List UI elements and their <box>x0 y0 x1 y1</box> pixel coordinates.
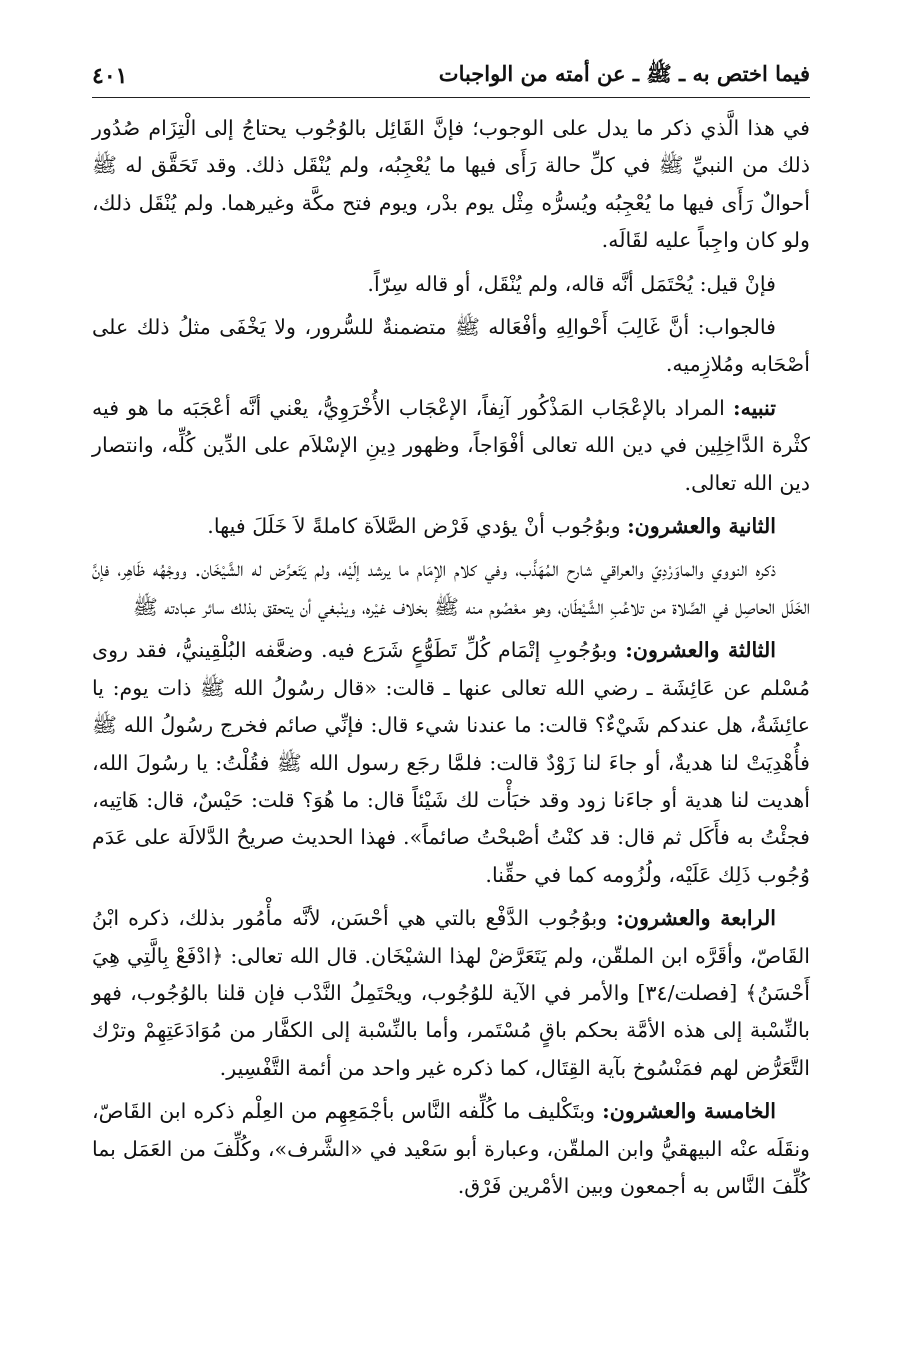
paragraph-text: فالجواب: أنَّ غَالِبَ أَحْوالِهِ وأفْعَاله ﷺ متضمنةٌ للسُّرور، ولا يَخْفَى مثلُ ذلك على أصْحَابه ومُلازِميه. <box>92 315 810 377</box>
paragraph <box>92 390 810 502</box>
paragraph <box>92 632 810 894</box>
paragraph <box>92 900 810 1087</box>
section-term: تنبيه: <box>732 395 776 420</box>
paragraph-text: فإنْ قيل: يُحْتَمَل أنَّه قاله، ولم يُنْقَل، أو قاله سِرّاً. <box>367 271 776 296</box>
paragraph-text: وبوُجُوب الدَّفْع بالتي هي أحْسَن، لأنَّه مأْمُور بذلك، ذكره ابْنُ القَاصّ، وأقَرَّه ابن الملقّن، ولم يَتَعَرَّضْ لهذا الشيْخَان. قال الله تعالى: ﴿ادْفَعْ بِالَّتِي هِيَ أَحْسَنُ﴾ [فصلت/٣٤] والأمر في الآية للوُجُوب، ويحْتَمِلُ النَّدْب فإن قلنا بالوُجُوب، فهو بالنِّسْبة إلى هذه الأمَّة بحكم باقٍ مُسْتَمر، وأما بالنِّسْبة إلى الكفَّار من مُوَادَعَتِهِمْ وترْك التَّعَرُّض لهم فمَنْسُوخ بآية القِتَال، كما ذكره غير واحد من أئمة التَّفْسِير. <box>92 906 811 1080</box>
running-title: فيما اختص به ـ ﷺ ـ عن أمته من الواجبات <box>438 60 810 86</box>
page-body <box>92 110 810 1205</box>
paragraph-text: ذكره النووي والماوَرْدِيّ والعراقي شارح المُهَذَّب، وفي كلام الإمَام ما يرشد إلَيْه، ولم يَتَعرَّض له الشَّيْخَان. ووجْهُه ظَاهِر، فإنَّ الخَلَل الحاصِل في الصَّلاة من تلاعُبِ الشَّيْطَان، وهو معْصُوم منه ﷺ بخلاف غيْره، وينْبغي أن يتحقق بذلك سائر عبادته ﷺ <box>92 557 810 619</box>
running-header <box>92 55 810 98</box>
paragraph <box>92 1093 810 1205</box>
paragraph-text: المراد بالإعْجَاب المَذْكُور آنِفاً، الإعْجَاب الأُخْرَوِيُّ، يعْني أنَّه أعْجَبَه ما هو فيه كثْرة الدَّاخِلِين في دين الله تعالى أفْوَاجاً، وظهور دِينِ الإسْلاَم على الدِّين كُلِّه، وانتصار دين الله تعالى. <box>92 395 810 495</box>
section-term: الثانية والعشرون: <box>627 514 776 539</box>
page-number: ٤٠١ <box>92 63 128 89</box>
section-term: الخامسة والعشرون: <box>602 1099 777 1124</box>
paragraph-text: وبوُجُوب أنْ يؤدي فَرْض الصَّلاَة كاملةً لاَ خَلَلَ فيها. <box>207 514 621 539</box>
paragraph-text: في هذا الَّذي ذكر ما يدل على الوجوب؛ فإنَّ القَائِل بالوُجُوب يحتاجُ إلى الْتِزَام صُدُور ذلك من النبيِّ ﷺ في كلِّ حالة رَأَى فيها ما يُعْجِبُه، ولم يُنْقَل ذلك. وقد تَحَقَّق له ﷺ أحوالٌ رَأَى فيها ما يُعْجِبُه ويُسرُّه مِثْل يوم بدْر، ويوم فتح مكَّة وغيرهما. ولم يُنْقَل ذلك، ولو كان واجِباً عليه لقَالَه. <box>92 116 811 253</box>
paragraph-text: وبوُجُوبِ إتْمَام كُلِّ تَطَوُّعٍ شَرَع فيه. وضعَّفه البُلْقِينيُّ، فقد روى مُسْلم عن عَائِشَة ـ رضي الله تعالى عنها ـ قالت: «قال رسُولُ الله ﷺ ذات يوم: يا عائِشَةُ، هل عندكم شَيْءٌ؟ قالت: ما عندنا شيء قال: فإنِّي صائم فخرج رسُولُ الله ﷺ فأُهْدِيَتْ لنا هديةٌ، أو جاءَ لنا زَوْدٌ قالت: فلمَّا رجَع رسول الله ﷺ فقُلْتُ: يا رسُولَ الله، أهديت لنا هدية أو جاءَنا زود وقد خبَأْت لك شَيْئاً قال: ما هُوَ؟ قلت: حَيْسٌ، قال: هَاتِيه، فجئْتُ به فأَكَل ثم قال: قد كنْتُ أصْبحْتُ صائماً». فهذا الحديث صريحُ الدَّلالَة على عَدَم وُجُوب ذَلِك عَلَيْه، ولُزُومه كما في حقِّنا. <box>92 638 810 887</box>
section-term: الثالثة والعشرون: <box>625 638 777 663</box>
paragraph <box>92 266 810 303</box>
paragraph <box>92 551 810 626</box>
section-term: الرابعة والعشرون: <box>616 906 776 931</box>
paragraph-text: وبتَكْليف ما كُلِّفه النَّاس بأجْمَعِهِم من العِلْم ذكره ابن القَاصّ، ونقَلَه عنْه البيهقيُّ وابن الملقّن، وعبارة أبو سَعْيد في «الشَّرف»، وكُلِّفَ من العَمَل بما كُلِّفَ النَّاس به أجمعون وبين الأمْرين فَرْق. <box>92 1099 810 1198</box>
paragraph <box>92 508 810 545</box>
paragraph <box>92 309 810 384</box>
paragraph <box>92 110 810 260</box>
